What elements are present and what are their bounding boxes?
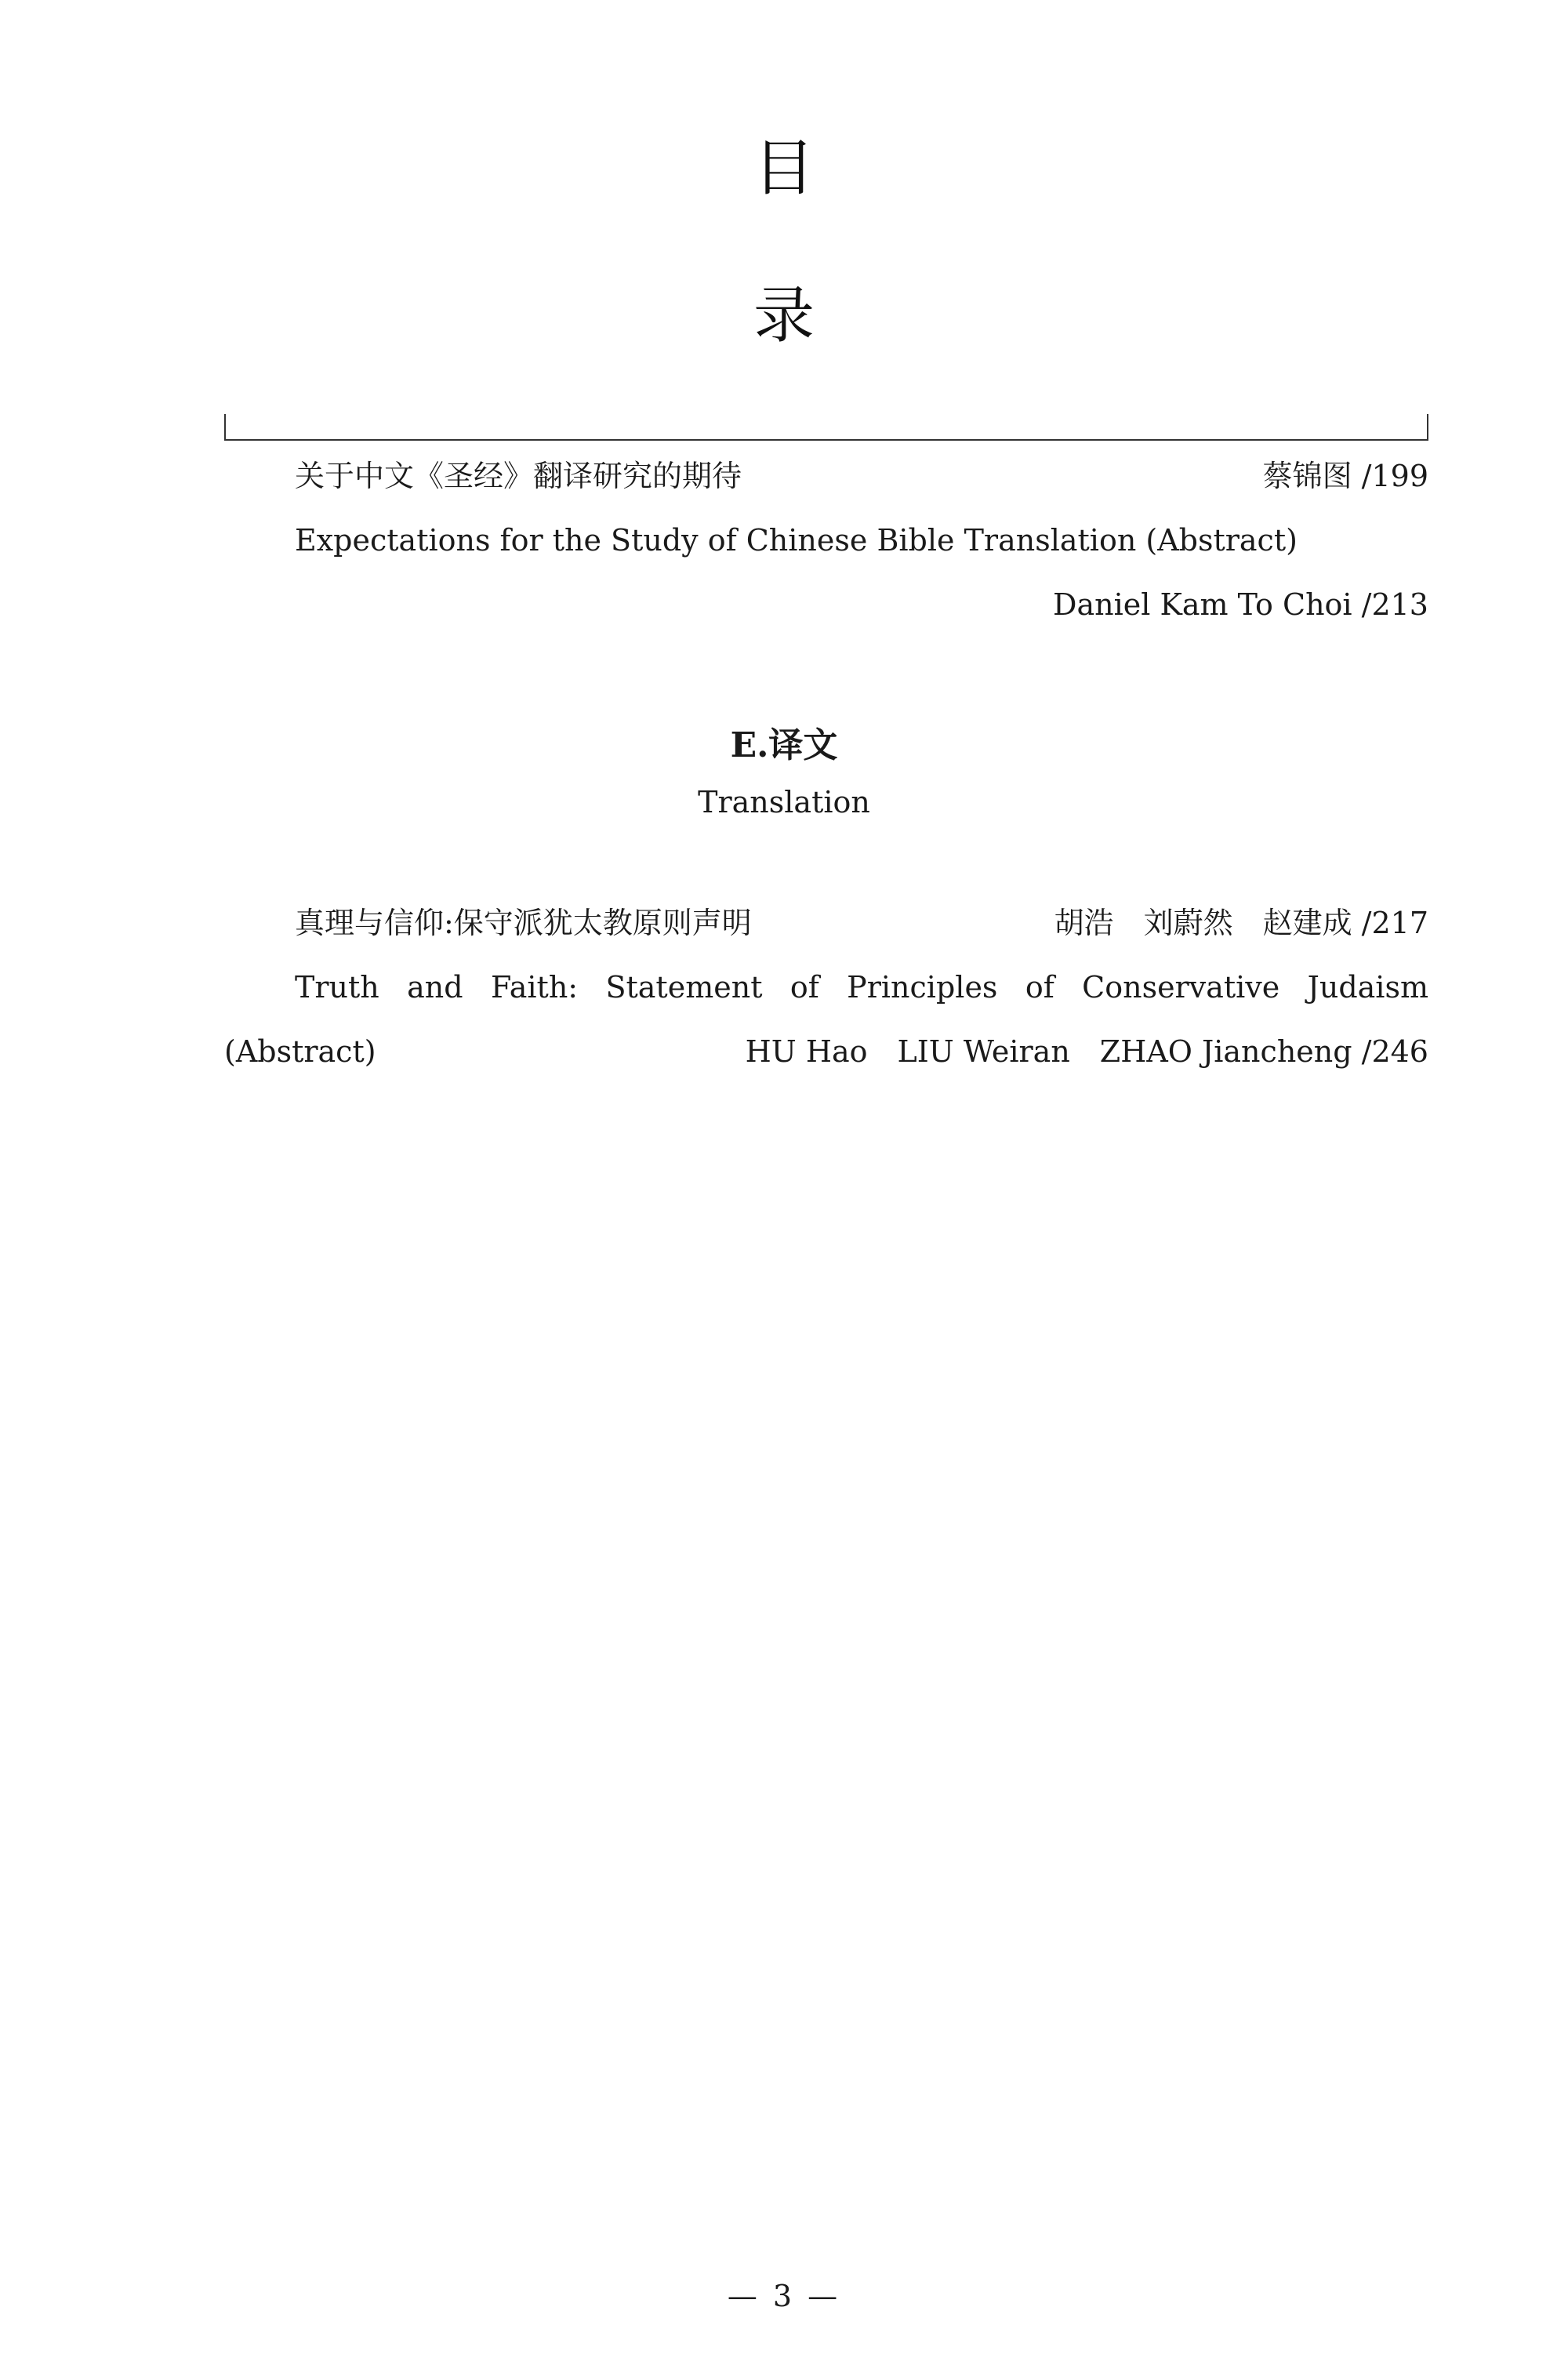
header-bracket-divider <box>224 414 1428 441</box>
entry-zh-authors: 蔡锦图 /199 <box>1262 459 1428 493</box>
section-subheading: Translation <box>698 785 870 819</box>
section-heading: E.译文 <box>730 725 838 765</box>
page-number: — 3 — <box>727 2279 841 2313</box>
entry-en-authors: HU Hao LIU Weiran ZHAO Jiancheng /246 <box>745 1034 1428 1069</box>
entry-zh-authors: 胡浩 刘蔚然 赵建成 /217 <box>1054 906 1428 940</box>
entry-en-title-line2: (Abstract) <box>224 1034 376 1069</box>
entry-zh-title: 关于中文《圣经》翻译研究的期待 <box>295 459 742 493</box>
entry-en-authors: Daniel Kam To Choi /213 <box>1053 587 1428 622</box>
entry-en-title-line1: Truth and Faith: Statement of Principles of Conservative Judaism <box>295 970 1428 1005</box>
entry-en-title: Expectations for the Study of Chinese Bible Translation (Abstract) <box>295 523 1298 558</box>
entry-zh-title: 真理与信仰:保守派犹太教原则声明 <box>295 906 752 940</box>
toc-title-char-2: 录 <box>753 281 815 351</box>
toc-title-char-1: 目 <box>753 133 815 204</box>
